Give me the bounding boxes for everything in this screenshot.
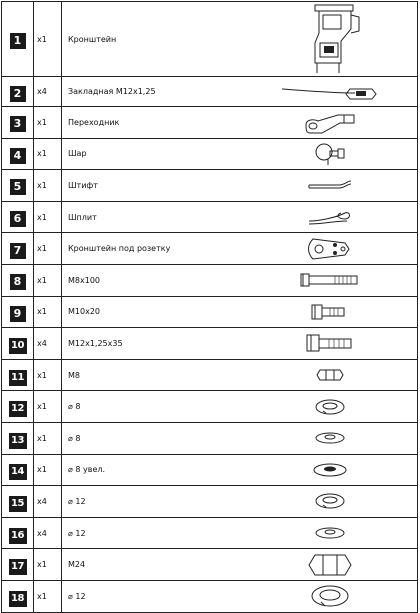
pin-icon [305,177,355,193]
adapter-icon [300,109,360,135]
part-description: ⌀ 8 [62,422,243,454]
part-number-cell [2,296,34,328]
part-number-cell [2,580,34,612]
part-image-cell [242,296,418,328]
bracket-icon [295,3,365,75]
part-quantity: x1 [34,454,62,486]
part-image-cell [242,170,418,202]
part-row [2,454,418,486]
part-number-cell [2,264,34,296]
hex-nut-large-icon [307,551,353,579]
spring-washer-icon [313,397,347,417]
part-number-badge: 15 [9,496,27,512]
part-number-cell [2,422,34,454]
flat-washer-icon [313,430,347,446]
part-row [2,391,418,423]
part-row [2,201,418,233]
hex-nut-icon [315,365,345,385]
part-description: Кронштейн под розетку [62,233,243,265]
part-number-badge: 12 [9,401,27,417]
part-number-badge: 11 [9,370,27,386]
large-washer-icon [310,461,350,479]
part-quantity: x1 [34,391,62,423]
part-number-badge: 6 [10,211,26,227]
part-row [2,422,418,454]
part-description: Переходник [62,107,243,139]
part-image-cell [242,233,418,265]
part-quantity: x4 [34,77,62,107]
part-image-cell [242,138,418,170]
part-number-badge: 18 [9,591,27,607]
part-number-cell [2,328,34,360]
part-image-cell [242,391,418,423]
part-image-cell [242,107,418,139]
part-quantity: x1 [34,170,62,202]
part-number-badge: 2 [10,86,26,102]
cotter-pin-icon [307,207,353,227]
part-number-badge: 9 [10,306,26,322]
part-number-cell [2,138,34,170]
part-quantity: x1 [34,138,62,170]
part-number-cell [2,391,34,423]
flat-washer-icon [313,525,347,541]
part-number-badge: 14 [9,464,27,480]
embedded-plate-icon [280,83,380,101]
part-number-cell [2,107,34,139]
part-image-cell [242,454,418,486]
part-description: ⌀ 12 [62,517,243,549]
part-description: Шплит [62,201,243,233]
part-number-badge: 8 [10,274,26,290]
part-number-badge: 4 [10,148,26,164]
socket-bracket-icon [305,235,355,263]
part-number-badge: 7 [10,243,26,259]
part-quantity: x1 [34,2,62,77]
part-quantity: x4 [34,486,62,518]
part-number-badge: 10 [9,338,27,354]
part-quantity: x4 [34,328,62,360]
part-quantity: x1 [34,107,62,139]
part-description: М12х1,25х35 [62,328,243,360]
part-number-badge: 13 [9,433,27,449]
part-number-cell [2,359,34,391]
part-row [2,107,418,139]
part-number-cell [2,517,34,549]
part-image-cell [242,486,418,518]
part-number-badge: 1 [10,33,26,49]
part-number-badge: 16 [9,528,27,544]
part-image-cell [242,328,418,360]
part-number-badge: 5 [10,179,26,195]
part-description: ⌀ 8 увел. [62,454,243,486]
part-description: M8 [62,359,243,391]
part-number-cell [2,201,34,233]
part-row [2,359,418,391]
part-quantity: x1 [34,359,62,391]
part-number-cell [2,233,34,265]
part-number-cell [2,170,34,202]
part-quantity: x1 [34,264,62,296]
part-quantity: x1 [34,233,62,265]
part-row [2,138,418,170]
part-number-cell [2,454,34,486]
bolt-long-icon [299,271,361,289]
part-description: М10х20 [62,296,243,328]
part-description: Кронштейн [62,2,243,77]
part-number-badge: 17 [9,559,27,575]
part-description: Шар [62,138,243,170]
spring-washer-icon [313,491,347,511]
part-description: ⌀ 8 [62,391,243,423]
part-number-cell [2,2,34,77]
part-description: ⌀ 12 [62,486,243,518]
part-image-cell [242,549,418,581]
tow-ball-icon [310,141,350,167]
part-row [2,517,418,549]
part-number-badge: 3 [10,116,26,132]
part-description: M24 [62,549,243,581]
part-row [2,2,418,77]
part-quantity: x1 [34,422,62,454]
part-description: М8х100 [62,264,243,296]
part-row [2,580,418,612]
part-image-cell [242,2,418,77]
part-image-cell [242,580,418,612]
part-row [2,486,418,518]
part-image-cell [242,77,418,107]
part-image-cell [242,264,418,296]
bolt-short-icon [310,302,350,322]
spring-washer-large-icon [309,582,351,610]
part-image-cell [242,359,418,391]
part-description: Штифт [62,170,243,202]
part-image-cell [242,517,418,549]
part-quantity: x1 [34,580,62,612]
part-row [2,233,418,265]
part-description: ⌀ 12 [62,580,243,612]
part-number-cell [2,77,34,107]
part-image-cell [242,201,418,233]
part-description: Закладная М12х1,25 [62,77,243,107]
part-row [2,77,418,107]
part-row [2,170,418,202]
part-number-cell [2,549,34,581]
part-row [2,328,418,360]
part-row [2,549,418,581]
part-number-cell [2,486,34,518]
part-quantity: x1 [34,296,62,328]
bolt-medium-icon [305,332,355,354]
part-row [2,296,418,328]
part-image-cell [242,422,418,454]
part-quantity: x1 [34,549,62,581]
part-quantity: x1 [34,201,62,233]
part-quantity: x4 [34,517,62,549]
parts-list-table [1,1,418,613]
part-row [2,264,418,296]
